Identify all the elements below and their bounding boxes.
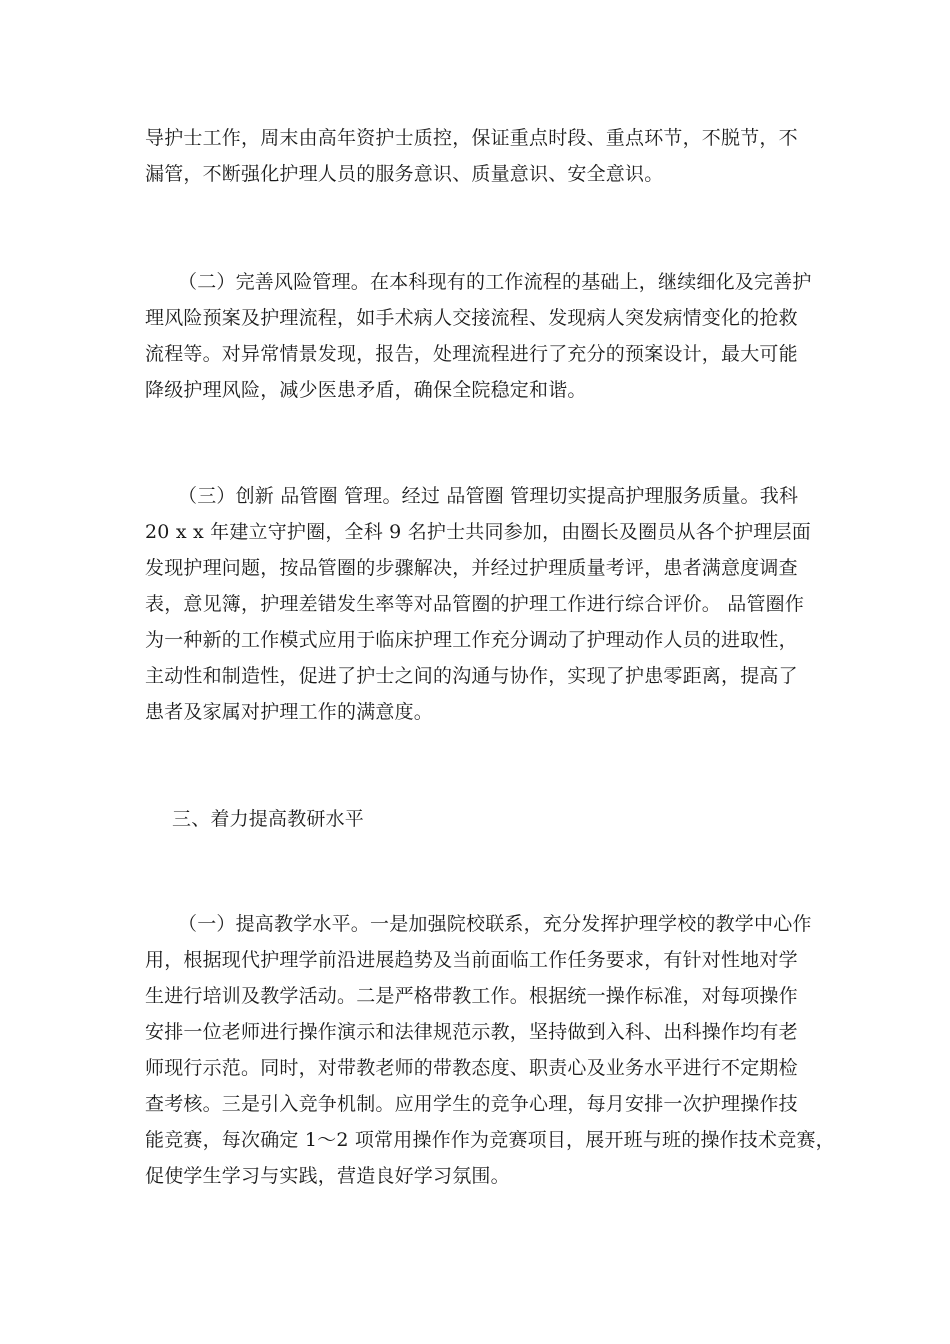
paragraph-line: 理风险预案及护理流程，如手术病人交接流程、发现病人突发病情变化的抢救: [145, 307, 798, 329]
paragraph-line: 安排一位老师进行操作演示和法律规范示教，坚持做到入科、出科操作均有老: [145, 1021, 798, 1043]
paragraph-line: 表，意见簿，护理差错发生率等对品管圈的护理工作进行综合评价。 品管圈作: [145, 593, 805, 615]
paragraph-line: 漏管，不断强化护理人员的服务意识、质量意识、安全意识。: [145, 163, 664, 185]
paragraph-line: 用，根据现代护理学前沿进展趋势及当前面临工作任务要求，有针对性地对学: [145, 949, 798, 971]
paragraph-line: 能竞赛，每次确定 1～2 项常用操作作为竞赛项目，展开班与班的操作技术竞赛，: [145, 1129, 835, 1151]
paragraph-line: （一）提高教学水平。一是加强院校联系，充分发挥护理学校的教学中心作: [178, 913, 812, 935]
paragraph-line: 生进行培训及教学活动。二是严格带教工作。根据统一操作标准，对每项操作: [145, 985, 798, 1007]
paragraph-line: 查考核。三是引入竞争机制。应用学生的竞争心理，每月安排一次护理操作技: [145, 1093, 798, 1115]
paragraph-line: 发现护理问题，按品管圈的步骤解决，并经过护理质量考评，患者满意度调查: [145, 557, 798, 579]
paragraph-line: 师现行示范。同时，对带教老师的带教态度、职责心及业务水平进行不定期检: [145, 1057, 798, 1079]
paragraph-line: 导护士工作，周末由高年资护士质控，保证重点时段、重点环节，不脱节，不: [145, 127, 798, 149]
paragraph-line: 主动性和制造性，促进了护士之间的沟通与协作，实现了护患零距离，提高了: [145, 665, 798, 687]
paragraph-line: （二）完善风险管理。在本科现有的工作流程的基础上，继续细化及完善护: [178, 271, 812, 293]
paragraph-line: 流程等。对异常情景发现，报告，处理流程进行了充分的预案设计，最大可能: [145, 343, 798, 365]
paragraph-line: （三）创新 品管圈 管理。经过 品管圈 管理切实提高护理服务质量。我科: [178, 485, 799, 507]
paragraph-line: 患者及家属对护理工作的满意度。: [145, 701, 434, 723]
paragraph-line: 20 x x 年建立守护圈，全科 9 名护士共同参加，由圈长及圈员从各个护理层面: [145, 521, 811, 543]
paragraph-line: 降级护理风险，减少医患矛盾，确保全院稳定和谐。: [145, 379, 587, 401]
paragraph-line: 促使学生学习与实践，营造良好学习氛围。: [145, 1165, 510, 1187]
section-heading: 三、着力提高教研水平: [172, 808, 365, 830]
paragraph-line: 为一种新的工作模式应用于临床护理工作充分调动了护理动作人员的进取性，: [145, 629, 798, 651]
